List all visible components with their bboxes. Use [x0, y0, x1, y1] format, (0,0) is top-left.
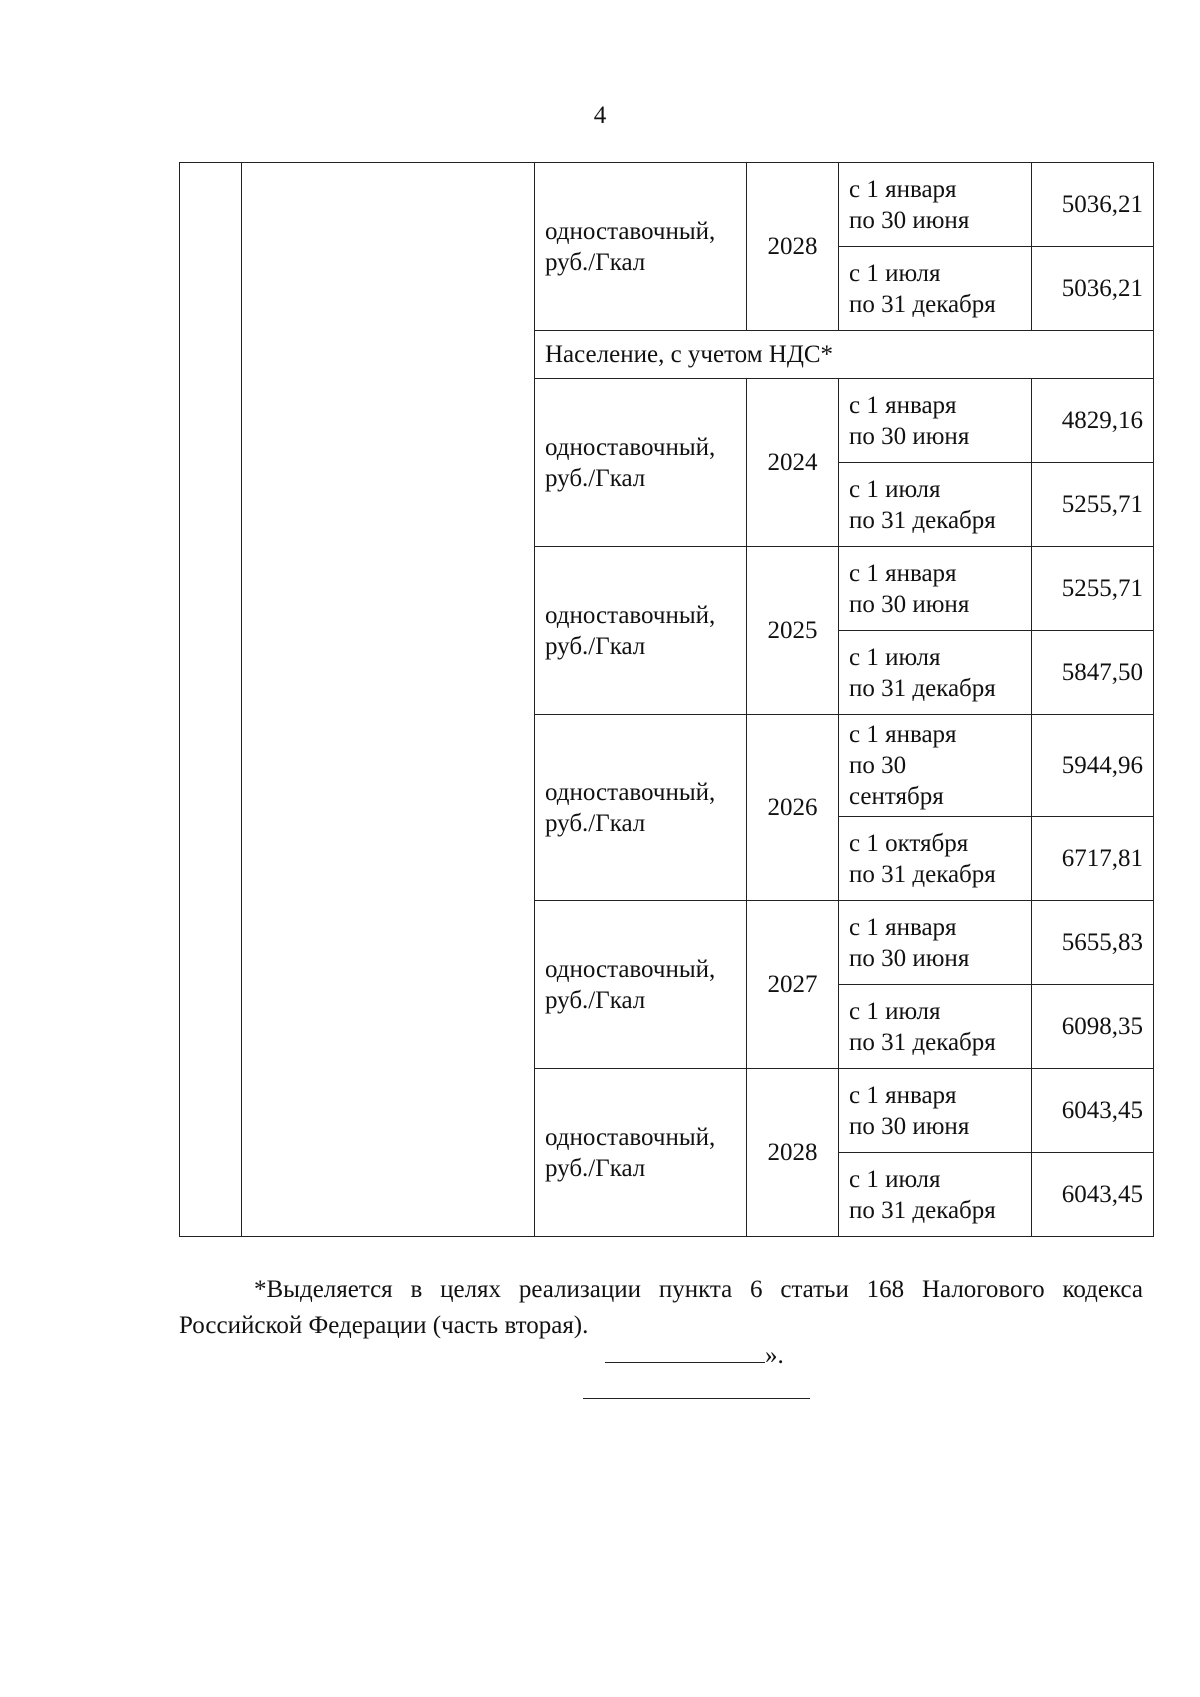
tariff-value-cell: 5036,21 [1032, 247, 1154, 331]
table-row [180, 163, 1154, 247]
tariff-value-cell: 4829,16 [1032, 379, 1154, 463]
closing-quote [605, 1338, 784, 1374]
tariff-value-cell: 5655,83 [1032, 901, 1154, 985]
year-cell: 2028 [747, 163, 839, 331]
period-cell: с 1 января по 30 июня [839, 901, 1032, 985]
section-label: Население, с учетом НДС* [535, 331, 1154, 379]
tariff-value-cell: 6043,45 [1032, 1069, 1154, 1153]
row-number-cell [180, 163, 242, 1237]
footnote: *Выделяется в целях реализации пункта 6 статьи 168 Налогового кодекса Российской Федерации (часть вторая). [179, 1276, 1143, 1339]
period-cell: с 1 января по 30 июня [839, 379, 1032, 463]
year-cell: 2027 [747, 901, 839, 1069]
period-cell: с 1 июля по 31 декабря [839, 985, 1032, 1069]
year-cell: 2025 [747, 547, 839, 715]
period-cell: с 1 октября по 31 декабря [839, 817, 1032, 901]
period-cell: с 1 июля по 31 декабря [839, 463, 1032, 547]
rate-type-cell: одноставочный, руб./Гкал [535, 163, 747, 331]
period-cell: с 1 июля по 31 декабря [839, 631, 1032, 715]
period-cell: с 1 января по 30 сентября [839, 715, 1032, 817]
end-of-document-rule [583, 1398, 810, 1399]
rate-type-cell: одноставочный, руб./Гкал [535, 1069, 747, 1237]
rate-type-cell: одноставочный, руб./Гкал [535, 547, 747, 715]
tariff-value-cell: 5255,71 [1032, 547, 1154, 631]
year-cell: 2024 [747, 379, 839, 547]
tariff-value-cell: 5847,50 [1032, 631, 1154, 715]
period-cell: с 1 января по 30 июня [839, 1069, 1032, 1153]
rate-type-cell: одноставочный, руб./Гкал [535, 901, 747, 1069]
rate-type-cell: одноставочный, руб./Гкал [535, 715, 747, 901]
period-cell: с 1 июля по 31 декабря [839, 247, 1032, 331]
period-cell: с 1 июля по 31 декабря [839, 1153, 1032, 1237]
closing-blank-line [605, 1340, 765, 1363]
tariff-value-cell: 5944,96 [1032, 715, 1154, 817]
period-cell: с 1 января по 30 июня [839, 163, 1032, 247]
tariff-table [179, 162, 1154, 1237]
tariff-value-cell: 6043,45 [1032, 1153, 1154, 1237]
rate-type-cell: одноставочный, руб./Гкал [535, 379, 747, 547]
tariff-value-cell: 6098,35 [1032, 985, 1154, 1069]
tariff-value-cell: 5036,21 [1032, 163, 1154, 247]
tariff-value-cell: 5255,71 [1032, 463, 1154, 547]
year-cell: 2028 [747, 1069, 839, 1237]
period-cell: с 1 января по 30 июня [839, 547, 1032, 631]
year-cell: 2026 [747, 715, 839, 901]
tariff-value-cell: 6717,81 [1032, 817, 1154, 901]
closing-quote-mark: ». [765, 1342, 784, 1369]
page-number: 4 [593, 102, 607, 129]
organization-cell [242, 163, 535, 1237]
